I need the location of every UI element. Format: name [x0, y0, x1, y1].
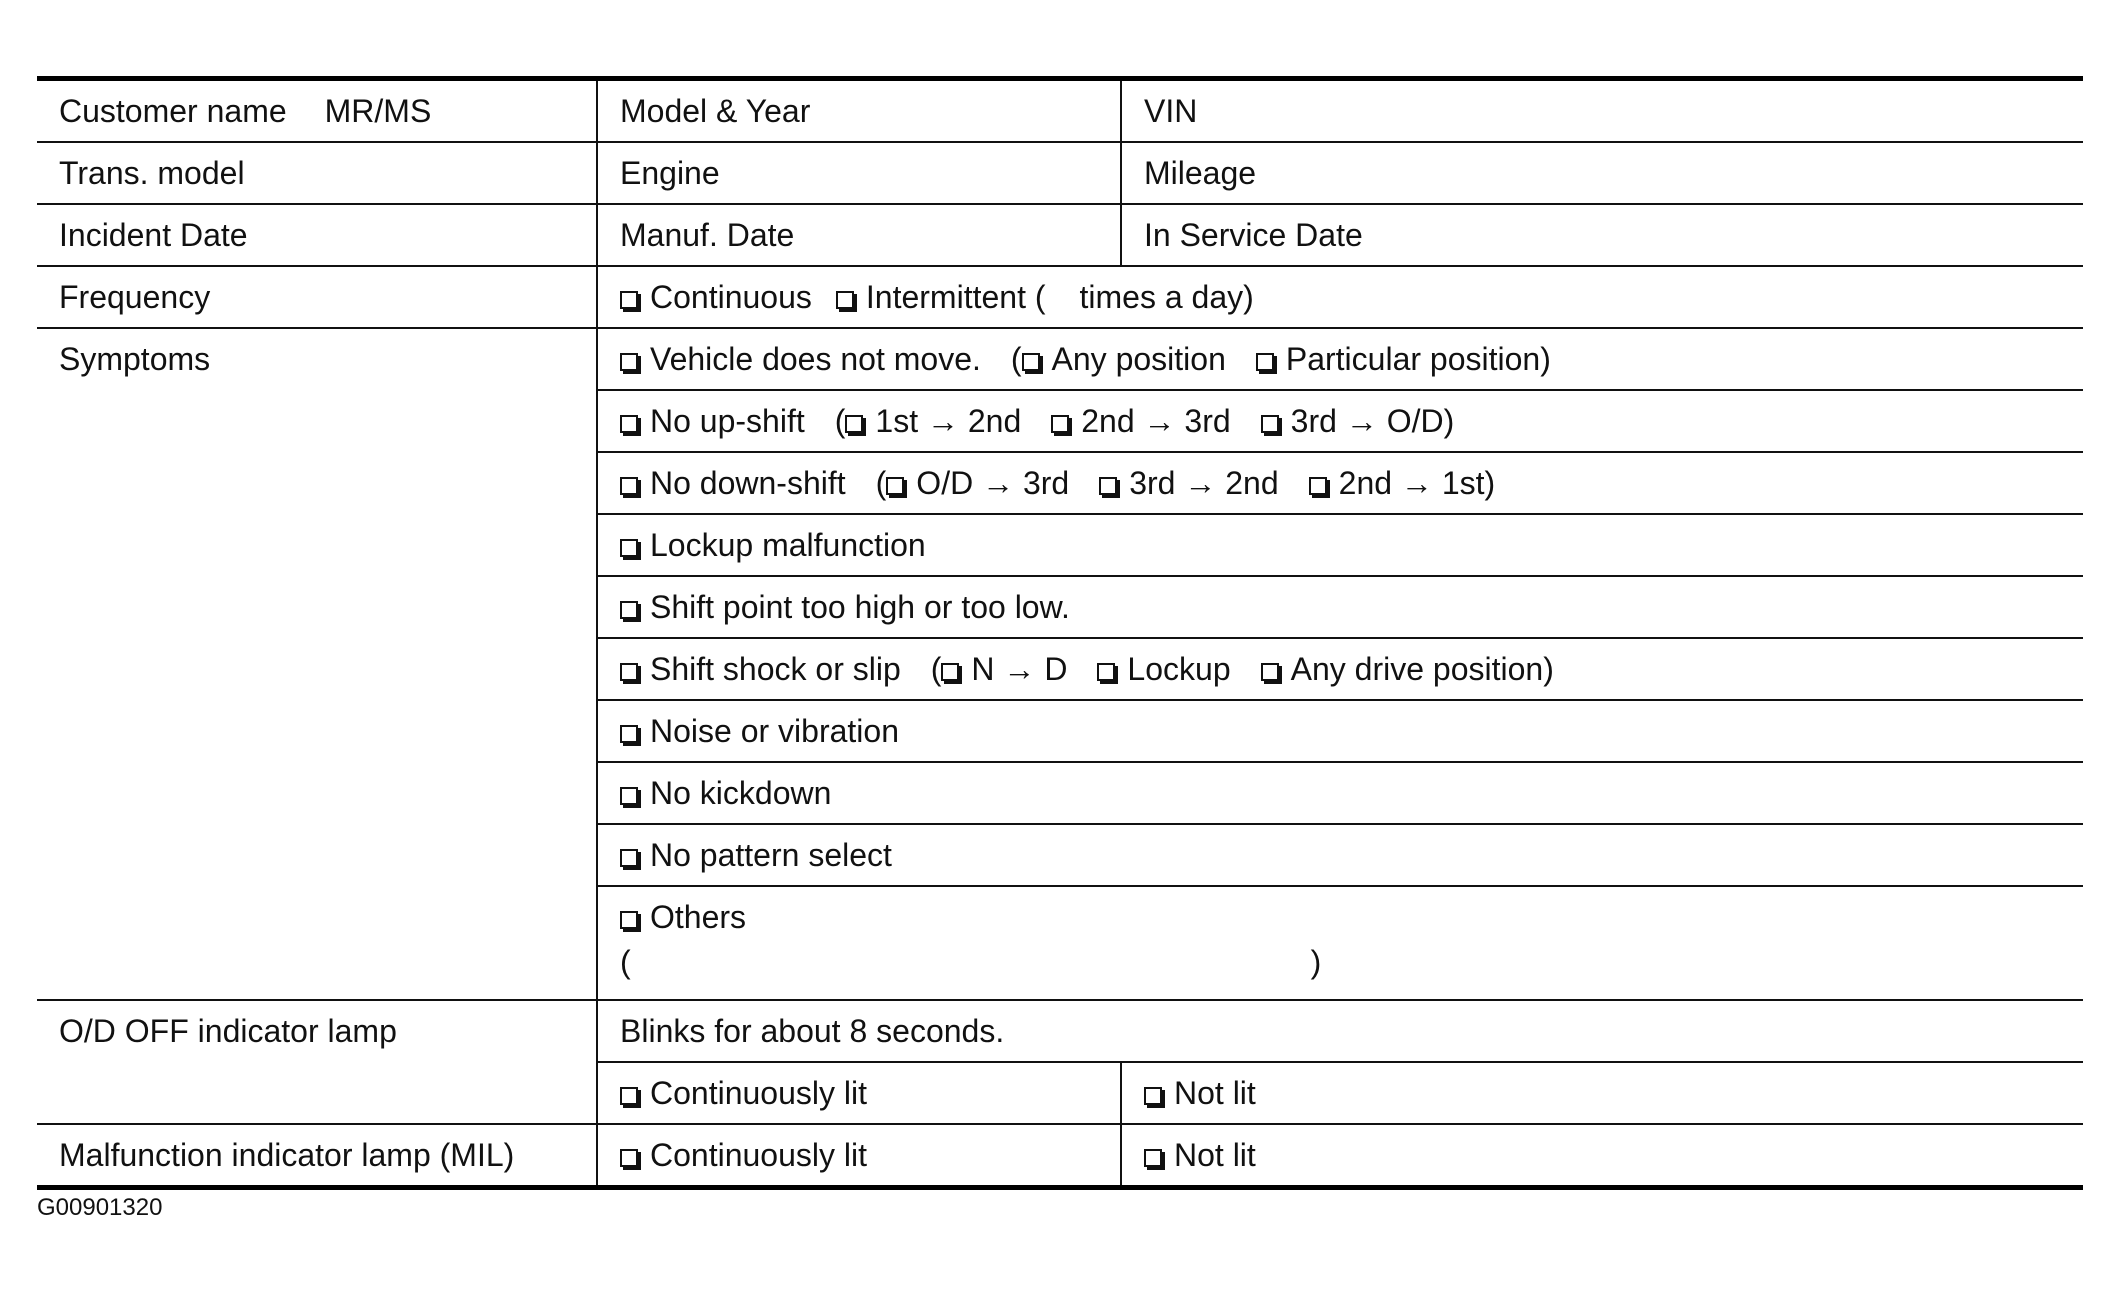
- any-drive-checkbox[interactable]: [1261, 663, 1279, 681]
- lockup-malfunction-checkbox[interactable]: [620, 539, 638, 557]
- no-upshift-checkbox[interactable]: [620, 415, 638, 433]
- model-year-label: Model & Year: [620, 92, 811, 129]
- particular-position-label: Particular position): [1285, 340, 1551, 377]
- vin-cell[interactable]: [1121, 79, 2083, 143]
- shift-point-checkbox[interactable]: [620, 601, 638, 619]
- others-checkbox[interactable]: [620, 911, 638, 929]
- od-off-blinks: Blinks for about 8 seconds.: [597, 1000, 2083, 1062]
- od-off-not-lit-label: Not lit: [1174, 1074, 1256, 1111]
- frequency-label: Frequency: [37, 266, 597, 328]
- others-label: Others: [650, 899, 747, 935]
- no-downshift-checkbox[interactable]: [620, 477, 638, 495]
- in-service-date-label: In Service Date: [1144, 216, 1363, 253]
- engine-label: Engine: [620, 154, 720, 191]
- continuous-label: Continuous: [650, 278, 812, 315]
- row-symptom-not-move: [37, 328, 2083, 390]
- downshift-2-1-label: 2nd → 1st): [1338, 464, 1496, 501]
- no-upshift-label: No up-shift: [650, 402, 805, 439]
- no-downshift-label: No down-shift: [650, 464, 846, 501]
- shift-shock-label: Shift shock or slip: [650, 650, 901, 687]
- row-trans: [37, 142, 2083, 204]
- lockup-malfunction-label: Lockup malfunction: [650, 526, 926, 563]
- shift-point-label: Shift point too high or too low.: [650, 588, 1070, 625]
- manuf-date-cell[interactable]: [597, 204, 1121, 266]
- mil-continuously-lit-checkbox[interactable]: [620, 1149, 638, 1167]
- mil-not-lit-checkbox[interactable]: [1144, 1149, 1162, 1167]
- upshift-3-od-checkbox[interactable]: [1261, 415, 1279, 433]
- vin-label: VIN: [1144, 92, 1198, 129]
- particular-position-checkbox[interactable]: [1256, 353, 1274, 371]
- figure-id: G00901320: [37, 1194, 163, 1221]
- mil-continuously-lit-label: Continuously lit: [650, 1136, 867, 1173]
- symptom-no-downshift: No down-shift ( O/D → 3rd 3rd → 2nd 2nd → 1st): [597, 452, 2083, 514]
- n-d-checkbox[interactable]: [941, 663, 959, 681]
- mil-label: Malfunction indicator lamp (MIL): [37, 1124, 597, 1188]
- upshift-1-2-label: 1st → 2nd: [875, 402, 1022, 439]
- upshift-2-3-checkbox[interactable]: [1051, 415, 1069, 433]
- mil-continuously-lit: [597, 1124, 1121, 1188]
- downshift-3-2-checkbox[interactable]: [1099, 477, 1117, 495]
- in-service-date-cell[interactable]: [1121, 204, 2083, 266]
- times-a-day-label: times a day): [1079, 278, 1254, 315]
- n-d-label: N → D: [971, 650, 1068, 687]
- lockup-checkbox[interactable]: [1097, 663, 1115, 681]
- symptom-no-upshift: No up-shift ( 1st → 2nd 2nd → 3rd 3rd → O/D): [597, 390, 2083, 452]
- row-frequency: [37, 266, 2083, 328]
- row-customer: [37, 79, 2083, 143]
- noise-checkbox[interactable]: [620, 725, 638, 743]
- others-input-area[interactable]: [620, 944, 2083, 981]
- mil-not-lit: [1121, 1124, 2083, 1188]
- manuf-date-label: Manuf. Date: [620, 216, 795, 253]
- intermittent-checkbox[interactable]: [836, 291, 854, 309]
- symptom-others: [597, 886, 2083, 1000]
- no-kickdown-label: No kickdown: [650, 774, 832, 811]
- model-year-cell[interactable]: [597, 79, 1121, 143]
- mileage-label: Mileage: [1144, 154, 1257, 191]
- engine-cell[interactable]: [597, 142, 1121, 204]
- symptom-no-pattern: [597, 824, 2083, 886]
- customer-name-cell[interactable]: [37, 79, 597, 143]
- no-pattern-checkbox[interactable]: [620, 849, 638, 867]
- symptom-shift-point: [597, 576, 2083, 638]
- incident-date-label: Incident Date: [59, 216, 248, 253]
- customer-name-label: Customer name: [59, 92, 287, 129]
- od-off-not-lit: [1121, 1062, 2083, 1124]
- symptom-no-kickdown: [597, 762, 2083, 824]
- incident-date-cell[interactable]: [37, 204, 597, 266]
- mil-not-lit-label: Not lit: [1174, 1136, 1256, 1173]
- od-off-not-lit-checkbox[interactable]: [1144, 1087, 1162, 1105]
- symptom-noise: [597, 700, 2083, 762]
- intermittent-label: Intermittent (: [865, 278, 1046, 315]
- lockup-label: Lockup: [1127, 650, 1231, 687]
- downshift-3-2-label: 3rd → 2nd: [1129, 464, 1279, 501]
- others-close-paren: ): [1310, 944, 1322, 980]
- shift-shock-checkbox[interactable]: [620, 663, 638, 681]
- od-off-continuously-lit-checkbox[interactable]: [620, 1087, 638, 1105]
- any-position-checkbox[interactable]: [1022, 353, 1040, 371]
- mileage-cell[interactable]: [1121, 142, 2083, 204]
- others-open-paren: (: [620, 944, 631, 980]
- no-kickdown-checkbox[interactable]: [620, 787, 638, 805]
- symptoms-label: Symptoms: [37, 328, 597, 1000]
- not-move-checkbox[interactable]: [620, 353, 638, 371]
- symptom-lockup-malfunction: [597, 514, 2083, 576]
- trans-model-cell[interactable]: [37, 142, 597, 204]
- row-od-off-blinks: [37, 1000, 2083, 1062]
- trans-model-label: Trans. model: [59, 154, 245, 191]
- no-pattern-label: No pattern select: [650, 836, 892, 873]
- downshift-2-1-checkbox[interactable]: [1309, 477, 1327, 495]
- frequency-options: [597, 266, 2083, 328]
- any-position-label: Any position: [1051, 340, 1226, 377]
- upshift-3-od-label: 3rd → O/D): [1290, 402, 1455, 439]
- od-off-continuously-lit: [597, 1062, 1121, 1124]
- symptom-shift-shock: Shift shock or slip ( N → D Lockup Any drive position): [597, 638, 2083, 700]
- symptom-not-move: Vehicle does not move. ( Any position Particular position): [597, 328, 2083, 390]
- transmission-diagnosis-form: [37, 76, 2083, 1190]
- downshift-od-3-checkbox[interactable]: [886, 477, 904, 495]
- row-dates: [37, 204, 2083, 266]
- upshift-1-2-checkbox[interactable]: [845, 415, 863, 433]
- row-mil: [37, 1124, 2083, 1188]
- downshift-od-3-label: O/D → 3rd: [916, 464, 1070, 501]
- od-off-label: O/D OFF indicator lamp: [37, 1000, 597, 1124]
- mr-ms-label: MR/MS: [324, 92, 432, 129]
- od-off-continuously-lit-label: Continuously lit: [650, 1074, 867, 1111]
- any-drive-label: Any drive position): [1290, 650, 1554, 687]
- upshift-2-3-label: 2nd → 3rd: [1081, 402, 1231, 439]
- noise-label: Noise or vibration: [650, 712, 899, 749]
- continuous-checkbox[interactable]: [620, 291, 638, 309]
- not-move-label: Vehicle does not move.: [650, 340, 981, 377]
